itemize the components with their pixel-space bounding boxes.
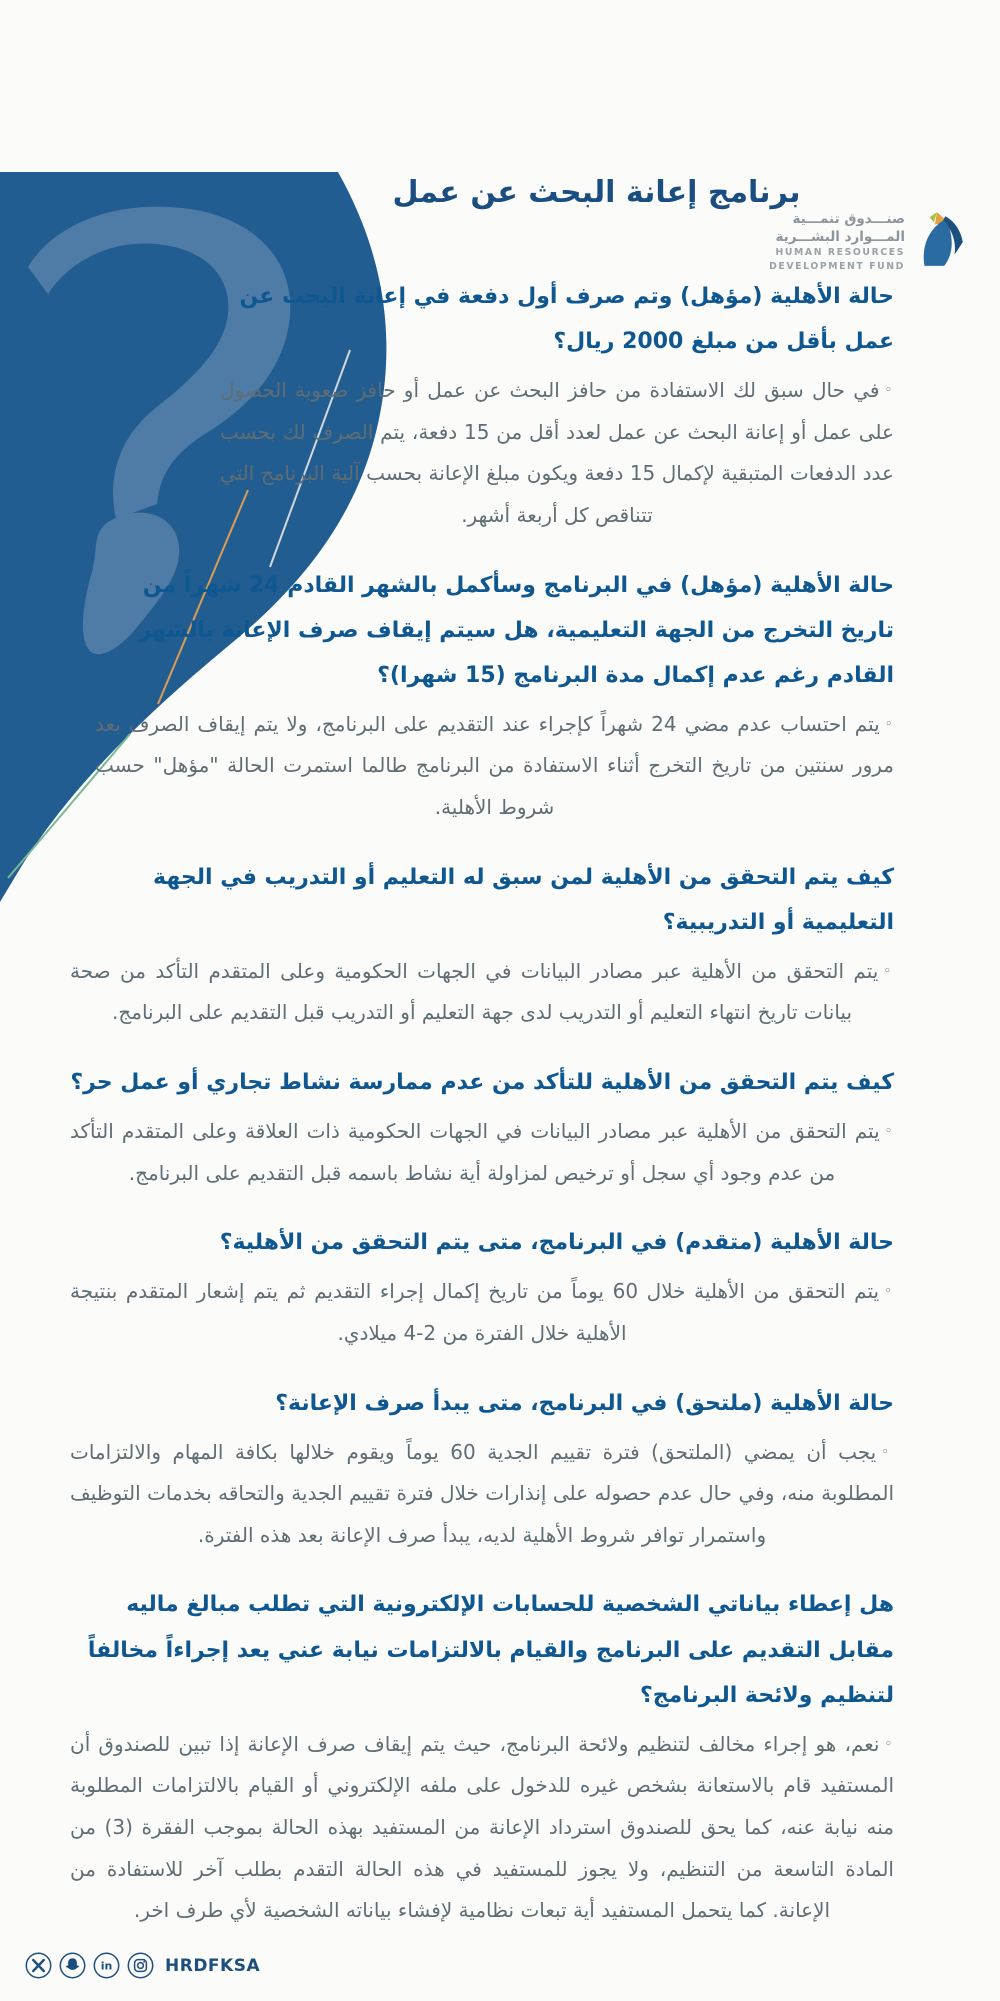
- answer: [70, 1724, 894, 1932]
- answer: [70, 1432, 894, 1557]
- bullet-marker: ◦: [884, 716, 894, 732]
- bullet-marker: ◦: [884, 383, 895, 399]
- snapchat-icon[interactable]: [59, 1952, 86, 1979]
- social-footer: [25, 1952, 260, 1979]
- hrdf-logo-text: [769, 210, 905, 273]
- qa-item: [70, 274, 894, 537]
- qa-item: [70, 1220, 894, 1354]
- answer-text: يتم التحقق من الأهلية عبر مصادر البيانات في الجهات الحكومية وعلى المتقدم التأكد من صحة بيانات تاريخ انتهاء التعليم أو التدريب لدى جهة التعليم أو التدريب قبل التقديم على البرنامج.: [70, 958, 879, 1025]
- question: كيف يتم التحقق من الأهلية لمن سبق له التعليم أو التدريب في الجهة التعليمية أو التدريبية؟: [153, 864, 894, 935]
- bullet-marker: ◦: [883, 963, 895, 979]
- bullet-marker: ◦: [884, 1736, 895, 1752]
- question: حالة الأهلية (مؤهل) وتم صرف أول دفعة في إعانة البحث عن عمل بأقل من مبلغ 2000 ريال؟: [239, 284, 894, 355]
- page-content: [0, 172, 1000, 1932]
- answer-text: نعم، هو إجراء مخالف لتنظيم ولائحة البرنامج، حيث يتم إيقاف صرف الإعانة إذا تبين للصندوق أن المستفيد قام بالاستعانة بشخص غيره للدخول على ملفه الإلكتروني أو القيام بالالتزامات المطلوبة منه نيابة عنه، كما يحق للصندوق استرداد الإعانة من المستفيد بهذه الحالة بموجب الفقرة (3) من المادة التاسعة من التنظيم، ولا يجوز للمستفيد في هذه الحالة التقدم بطلب آخر للاستفادة من الإعانة. كما يتحمل المستفيد أية تبعات نظامية لإفشاء بياناته الشخصية لأي طرف اخر.: [70, 1731, 894, 1923]
- answer-text: يتم احتساب عدم مضي 24 شهراً كإجراء عند التقديم على البرنامج، ولا يتم إيقاف الصرف بعد مرور سنتين من تاريخ التخرج أثناء الاستفادة من البرنامج طالما استمرت الحالة "مؤهل" حسب شروط الأهلية.: [95, 711, 894, 820]
- answer: [95, 704, 894, 829]
- question: هل إعطاء بياناتي الشخصية للحسابات الإلكترونية التي تطلب مبالغ ماليه مقابل التقديم على البرنامج والقيام بالالتزامات نيابة عني يعد إجراءاً مخالفاً لتنظيم ولائحة البرنامج؟: [87, 1592, 894, 1708]
- question: كيف يتم التحقق من الأهلية للتأكد من عدم ممارسة نشاط تجاري أو عمل حر؟: [70, 1070, 894, 1095]
- qa-item: [70, 563, 894, 829]
- answer: [70, 1271, 894, 1354]
- answer-text: يتم التحقق من الأهلية عبر مصادر البيانات في الجهات الحكومية ذات العلاقة وعلى المتقدم التأكد من عدم وجود أي سجل أو ترخيص لمزاولة أية نشاط باسمه قبل التقديم على البرنامج.: [70, 1119, 880, 1185]
- qa-item: [70, 1060, 894, 1194]
- answer: [70, 1111, 894, 1194]
- question: حالة الأهلية (ملتحق) في البرنامج، متى يبدأ صرف الإعانة؟: [275, 1390, 894, 1416]
- question: حالة الأهلية (مؤهل) في البرنامج وسأكمل بالشهر القادم 24 شهراً من تاريخ التخرج من الجهة التعليمية، هل سيتم إيقاف صرف الإعانة بالشهر القادم رغم عدم إكمال مدة البرنامج (15 شهرا)؟: [138, 572, 894, 688]
- hrdf-logo-mark-icon: [914, 210, 964, 268]
- answer-text: في حال سبق لك الاستفادة من حافز البحث عن عمل أو حافز صعوبة الحصول على عمل أو إعانة البحث عن عمل لعدد أقل من 15 دفعة، يتم الصرف لك بحسب عدد الدفعات المتبقية لإكمال 15 دفعة ويكون مبلغ الإعانة بحسب آلية البرنامج التي تتناقص كل أربعة أشهر.: [220, 378, 894, 527]
- answer: [70, 951, 894, 1034]
- linkedin-icon[interactable]: [93, 1952, 120, 1979]
- logo-arabic-line2: المـــوارد البشـــرية: [775, 229, 905, 246]
- page-title: برنامج إعانة البحث عن عمل: [392, 175, 801, 210]
- x-icon[interactable]: [25, 1952, 52, 1979]
- logo-english-line1: HUMAN RESOURCES: [775, 247, 905, 259]
- social-handle[interactable]: HRDFKSA: [165, 1955, 261, 1976]
- bullet-marker: ◦: [881, 1444, 895, 1460]
- svg-text:in: in: [100, 1959, 113, 1973]
- instagram-icon[interactable]: [127, 1952, 154, 1979]
- hrdf-logo: [769, 210, 964, 273]
- qa-item: [70, 855, 894, 1034]
- qa-item: [70, 1582, 894, 1931]
- qa-item: [70, 1381, 894, 1557]
- question: حالة الأهلية (متقدم) في البرنامج، متى يتم التحقق من الأهلية؟: [219, 1230, 894, 1256]
- bullet-marker: ◦: [884, 1284, 895, 1300]
- logo-english-line2: DEVELOPMENT FUND: [769, 260, 905, 272]
- logo-arabic-line1: صنـــدوق تنمـــية: [792, 211, 905, 227]
- faq-list: [70, 274, 894, 1932]
- bullet-marker: ◦: [884, 1124, 894, 1140]
- answer: [220, 370, 894, 536]
- answer-text: يجب أن يمضي (الملتحق) فترة تقييم الجدية 60 يوماً ويقوم خلالها بكافة المهام والالتزامات المطلوبة منه، وفي حال عدم حصوله على إنذارات خلال فترة تقييم الجدية والتحاقه بخدمات التوظيف واستمرار توافر شروط الأهلية لديه، يبدأ صرف الإعانة بعد هذه الفترة.: [70, 1439, 894, 1547]
- answer-text: يتم التحقق من الأهلية خلال 60 يوماً من تاريخ إكمال إجراء التقديم ثم يتم إشعار المتقدم بنتيجة الأهلية خلال الفترة من 2-4 ميلادي.: [70, 1279, 880, 1345]
